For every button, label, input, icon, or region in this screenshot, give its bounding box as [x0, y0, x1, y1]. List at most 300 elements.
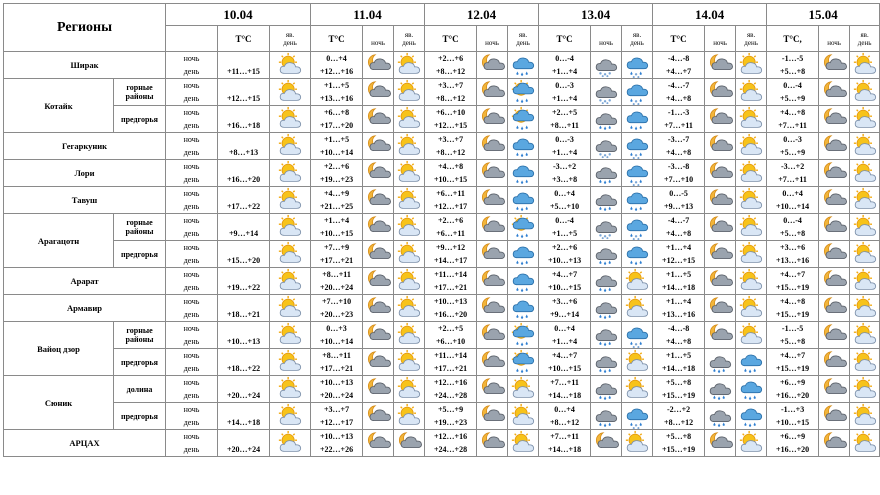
region-row	[4, 79, 880, 106]
temp-day-value: +15…+19	[662, 391, 696, 400]
temp-night-value: +2…+6	[552, 243, 578, 252]
weather-icon-day	[394, 376, 425, 403]
time-of-day	[166, 187, 218, 214]
weather-icon-night	[705, 160, 736, 187]
weather-icon-day	[270, 403, 311, 430]
region-row	[4, 106, 880, 133]
temp-night-value: +1…+4	[666, 297, 692, 306]
day-label: день	[183, 256, 200, 265]
weather-icon-night	[591, 268, 622, 295]
temp-range	[311, 160, 363, 187]
weather-icon-day	[850, 106, 880, 133]
temp-day-value: +10…+14	[319, 148, 354, 157]
temp-range	[425, 106, 477, 133]
weather-icon-day	[394, 322, 425, 349]
temp-range	[539, 403, 591, 430]
region-name: Тавуш	[4, 187, 166, 214]
temp-day-value: +15…+19	[776, 310, 810, 319]
date-header-row	[4, 4, 880, 26]
weather-icon-day	[394, 79, 425, 106]
weather-icon-night	[819, 268, 850, 295]
weather-icon-night	[819, 403, 850, 430]
temp-range	[311, 214, 363, 241]
weather-icon-night	[705, 106, 736, 133]
temp-range	[767, 349, 819, 376]
weather-icon-night	[477, 430, 508, 457]
temp-day-value: +7…+11	[778, 121, 807, 130]
weather-icon-day	[394, 295, 425, 322]
temp-day-value: +12…+15	[662, 256, 696, 265]
temp-night-value: +3…+7	[323, 405, 350, 414]
temp-range	[653, 187, 705, 214]
time-of-day	[166, 322, 218, 349]
weather-icon-night	[363, 160, 394, 187]
temp-night-value: +2…+6	[437, 54, 464, 63]
weather-icon-day	[270, 241, 311, 268]
temp-day-value: +20…+24	[226, 445, 261, 454]
region-name: Сюник	[4, 376, 114, 430]
temp-range	[539, 160, 591, 187]
temp-night-value: +4…+7	[552, 351, 578, 360]
weather-icon-day	[736, 295, 767, 322]
day-label: день	[183, 202, 200, 211]
region-row	[4, 322, 880, 349]
weather-icon-day	[622, 241, 653, 268]
temp-night-empty	[218, 160, 269, 173]
temp-range	[653, 52, 705, 79]
weather-icon-night	[819, 295, 850, 322]
temp-day-value: +3…+8	[552, 175, 578, 184]
weather-icon-day	[508, 322, 539, 349]
weather-icon-night	[477, 52, 508, 79]
day-label: день	[183, 94, 200, 103]
weather-icon-day	[394, 268, 425, 295]
weather-icon-day	[508, 430, 539, 457]
weather-icon-day	[622, 52, 653, 79]
temp-night-value: +4…+7	[780, 270, 806, 279]
time-of-day	[166, 52, 218, 79]
weather-icon-day	[850, 376, 880, 403]
weather-icon-day	[270, 52, 311, 79]
temp-day-value: +18…+22	[226, 364, 261, 373]
temp-night-value: -4…-8	[667, 54, 690, 63]
day-label: день	[283, 38, 297, 47]
temp-day-value: +8…+12	[435, 148, 466, 157]
temp-night-value: +2…+5	[552, 108, 578, 117]
weather-icon-day	[850, 187, 880, 214]
weather-icon-day	[736, 376, 767, 403]
temp-unit-label: T°C	[311, 26, 363, 52]
region-row	[4, 133, 880, 160]
temp-range	[425, 349, 477, 376]
weather-icon-night	[591, 376, 622, 403]
day-header	[850, 26, 880, 52]
temp-range	[539, 79, 591, 106]
temp-range	[767, 295, 819, 322]
weather-icon-day	[736, 430, 767, 457]
subregion-name: предгорья	[114, 349, 166, 376]
weather-icon-night	[705, 349, 736, 376]
weather-icon-night	[591, 322, 622, 349]
weather-icon-night	[591, 295, 622, 322]
precip-label: яв.	[632, 30, 642, 39]
weather-icon-day	[622, 214, 653, 241]
weather-icon-day	[270, 133, 311, 160]
weather-icon-night	[591, 241, 622, 268]
temp-day-value: +7…+11	[778, 175, 807, 184]
night-label: ночь	[183, 351, 200, 360]
temp-night-value: +6…+8	[323, 108, 350, 117]
temp-night-value: 0…+4	[326, 54, 347, 63]
temp-day-value: +24…+28	[433, 391, 468, 400]
temp-day-value: +18…+21	[226, 310, 261, 319]
temp-range	[425, 214, 477, 241]
weather-icon-night	[591, 133, 622, 160]
temp-day-value: +4…+8	[666, 94, 692, 103]
weather-icon-night	[705, 403, 736, 430]
temp-day-value: +10…+15	[433, 175, 468, 184]
temp-night-empty	[218, 430, 269, 443]
night-header	[591, 26, 622, 52]
temp-day-value: +17…+21	[433, 283, 468, 292]
night-label: ночь	[183, 108, 200, 117]
weather-icon-day	[508, 160, 539, 187]
weather-icon-night	[705, 241, 736, 268]
temp-day-value: +15…+20	[226, 256, 261, 265]
temp-night-value: 0…-4	[783, 216, 802, 225]
temp-day-10	[218, 79, 270, 106]
temp-day-value: +5…+8	[780, 67, 806, 76]
weather-icon-night	[591, 430, 622, 457]
temp-range	[311, 241, 363, 268]
weather-icon-day	[736, 241, 767, 268]
temp-night-value: +7…+9	[323, 243, 350, 252]
weather-icon-day	[736, 268, 767, 295]
weather-icon-night	[591, 106, 622, 133]
region-row	[4, 187, 880, 214]
night-header	[477, 26, 508, 52]
day-header	[394, 26, 425, 52]
region-name: Армавир	[4, 295, 166, 322]
weather-icon-day	[736, 403, 767, 430]
temp-night-value: 0…-3	[783, 135, 802, 144]
temp-range	[653, 241, 705, 268]
weather-icon-day	[850, 79, 880, 106]
time-of-day	[166, 214, 218, 241]
time-of-day-header	[166, 26, 218, 52]
temp-range	[311, 322, 363, 349]
temp-day-value: +5…+10	[550, 202, 580, 211]
temp-range	[311, 187, 363, 214]
weather-icon-night	[363, 322, 394, 349]
weather-icon-day	[622, 376, 653, 403]
region-row	[4, 349, 880, 376]
temp-day-10	[218, 430, 270, 457]
time-of-day	[166, 133, 218, 160]
temp-night-empty	[218, 295, 269, 308]
date-header: 15.04	[767, 4, 880, 26]
weather-icon-night	[705, 52, 736, 79]
temp-day-value: +19…+23	[319, 175, 354, 184]
temp-day-value: +22…+26	[319, 445, 354, 454]
temp-night-value: -4…-8	[667, 324, 690, 333]
weather-icon-night	[705, 430, 736, 457]
weather-icon-night	[477, 187, 508, 214]
precip-label	[705, 31, 735, 39]
temp-range	[425, 295, 477, 322]
temp-night-value: 0…-4	[555, 54, 574, 63]
temp-night-value: 0…+4	[554, 324, 575, 333]
weather-icon-night	[705, 268, 736, 295]
temp-range	[311, 430, 363, 457]
temp-night-value: +2…+6	[323, 162, 350, 171]
temp-day-value: +13…+16	[319, 94, 354, 103]
temp-night-value: +6…+10	[435, 108, 466, 117]
temp-day-value: +12…+16	[319, 67, 354, 76]
temp-range	[311, 133, 363, 160]
temp-day-value: +4…+7	[666, 67, 692, 76]
temp-night-empty	[218, 376, 269, 389]
temp-day-value: +12…+15	[226, 94, 261, 103]
weather-icon-day	[850, 214, 880, 241]
weather-icon-night	[705, 133, 736, 160]
temp-day-value: +17…+21	[319, 364, 354, 373]
weather-icon-night	[591, 52, 622, 79]
weather-icon-night	[819, 52, 850, 79]
temp-night-value: +7…+10	[321, 297, 352, 306]
weather-icon-day	[622, 322, 653, 349]
temp-day-value: +10…+15	[776, 418, 810, 427]
region-row	[4, 160, 880, 187]
subregion-name: горные районы	[114, 79, 166, 106]
temp-day-value: +11…+15	[227, 67, 260, 76]
day-label: день	[402, 38, 416, 47]
temp-day-value: +5…+9	[780, 94, 806, 103]
temp-day-10	[218, 403, 270, 430]
time-of-day	[166, 430, 218, 457]
temp-range	[311, 295, 363, 322]
temp-day-value: +10…+13	[226, 337, 261, 346]
temp-day-value: +17…+21	[319, 256, 354, 265]
night-label: ночь	[827, 38, 841, 47]
weather-icon-day	[850, 430, 880, 457]
temp-night-value: -4…-7	[667, 216, 690, 225]
weather-icon-night	[819, 322, 850, 349]
weather-icon-day	[508, 376, 539, 403]
temp-day-value: +24…+28	[433, 445, 468, 454]
temp-range	[539, 214, 591, 241]
temp-range	[311, 106, 363, 133]
precip-label	[363, 31, 393, 39]
weather-icon-day	[270, 376, 311, 403]
temp-range	[653, 322, 705, 349]
temp-night-value: +8…+11	[322, 351, 351, 360]
weather-icon-night	[477, 241, 508, 268]
temp-day-value: +6…+11	[436, 229, 465, 238]
day-label: день	[744, 38, 758, 47]
temp-day-10	[218, 52, 270, 79]
temp-range	[539, 430, 591, 457]
weather-icon-day	[736, 52, 767, 79]
temp-day-value: +16…+20	[433, 310, 468, 319]
temp-day-value: +17…+22	[226, 202, 261, 211]
temp-night-value: +5…+9	[437, 405, 464, 414]
weather-icon-night	[819, 79, 850, 106]
temp-night-empty	[218, 187, 269, 200]
temp-night-value: -4…-7	[667, 81, 690, 90]
weather-icon-day	[270, 295, 311, 322]
weather-icon-night	[819, 106, 850, 133]
weather-icon-night	[705, 295, 736, 322]
time-of-day	[166, 295, 218, 322]
temp-night-value: +11…+14	[434, 351, 467, 360]
temp-range	[767, 52, 819, 79]
time-of-day	[166, 268, 218, 295]
weather-icon-night	[819, 214, 850, 241]
temp-day-10	[218, 295, 270, 322]
night-label: ночь	[183, 432, 200, 441]
temp-range	[311, 403, 363, 430]
precip-label: яв.	[404, 30, 414, 39]
temp-day-value: +4…+8	[666, 229, 692, 238]
day-label: день	[183, 121, 200, 130]
temp-range	[767, 106, 819, 133]
temp-day-value: +20…+24	[226, 391, 261, 400]
temp-day-value: +5…+8	[780, 337, 806, 346]
weather-icon-day	[622, 160, 653, 187]
weather-icon-day	[270, 106, 311, 133]
temp-day-value: +8…+11	[550, 121, 579, 130]
weather-icon-day	[270, 79, 311, 106]
date-header: 12.04	[425, 4, 539, 26]
region-name: Арагацотн	[4, 214, 114, 268]
weather-icon-night	[591, 79, 622, 106]
night-label: ночь	[183, 324, 200, 333]
temp-unit-label: T°C,	[767, 26, 819, 52]
weather-icon-day	[270, 322, 311, 349]
temp-night-value: +1…+5	[666, 270, 692, 279]
temp-night-value: +4…+8	[780, 297, 806, 306]
day-label: день	[183, 148, 200, 157]
temp-night-empty	[218, 52, 269, 65]
temp-range	[539, 106, 591, 133]
temp-day-value: +19…+22	[226, 283, 261, 292]
temp-range	[539, 241, 591, 268]
subregion-name: предгорья	[114, 241, 166, 268]
temp-day-10	[218, 214, 270, 241]
region-row	[4, 403, 880, 430]
temp-day-10	[218, 322, 270, 349]
weather-icon-night	[477, 403, 508, 430]
weather-icon-day	[508, 403, 539, 430]
weather-icon-day	[394, 52, 425, 79]
weather-icon-day	[850, 52, 880, 79]
temp-day-10	[218, 349, 270, 376]
region-name: Лори	[4, 160, 166, 187]
temp-night-empty	[218, 349, 269, 362]
temp-night-empty	[218, 79, 269, 92]
weather-icon-night	[591, 403, 622, 430]
temp-range	[425, 79, 477, 106]
region-name: Ширак	[4, 52, 166, 79]
weather-icon-night	[705, 376, 736, 403]
temp-range	[653, 376, 705, 403]
day-label: день	[183, 364, 200, 373]
weather-icon-day	[622, 403, 653, 430]
temp-day-value: +17…+21	[433, 364, 468, 373]
weather-icon-night	[363, 295, 394, 322]
temp-day-value: +10…+14	[776, 202, 810, 211]
time-of-day	[166, 376, 218, 403]
temp-range	[653, 106, 705, 133]
temp-range	[767, 403, 819, 430]
temp-day-value: +1…+5	[552, 229, 578, 238]
temp-night-value: 0…+4	[554, 189, 575, 198]
day-label: день	[183, 283, 200, 292]
weather-icon-day	[850, 160, 880, 187]
temp-day-value: +5…+9	[780, 148, 806, 157]
weather-icon-day	[270, 214, 311, 241]
weather-icon-night	[819, 376, 850, 403]
day-label: день	[183, 175, 200, 184]
weather-icon-night	[477, 214, 508, 241]
temp-unit-label: T°C	[539, 26, 591, 52]
temp-night-empty	[218, 403, 269, 416]
temp-day-value: +8…+12	[664, 418, 694, 427]
temp-day-value: +20…+23	[319, 310, 354, 319]
temp-range	[767, 133, 819, 160]
temp-range	[767, 376, 819, 403]
subregion-name: горные районы	[114, 214, 166, 241]
weather-icon-night	[705, 187, 736, 214]
weather-icon-night	[591, 187, 622, 214]
temp-night-value: 0…+4	[782, 189, 803, 198]
temp-range	[653, 214, 705, 241]
weather-icon-day	[736, 133, 767, 160]
temp-night-value: 0…-3	[555, 135, 574, 144]
region-name: Котайк	[4, 79, 114, 133]
weather-icon-night	[363, 349, 394, 376]
weather-icon-day	[622, 133, 653, 160]
night-label: ночь	[183, 216, 200, 225]
temp-range	[767, 322, 819, 349]
temp-day-value: +14…+18	[548, 445, 582, 454]
weather-icon-day	[850, 403, 880, 430]
weather-icon-day	[622, 430, 653, 457]
weather-icon-day	[622, 187, 653, 214]
weather-icon-day	[508, 241, 539, 268]
temp-day-value: +15…+19	[776, 283, 810, 292]
temp-day-10	[218, 376, 270, 403]
weather-icon-night	[477, 322, 508, 349]
temp-range	[767, 160, 819, 187]
temp-range	[767, 430, 819, 457]
weather-icon-night	[705, 322, 736, 349]
weather-icon-night	[363, 214, 394, 241]
temp-night-value: 0…-4	[783, 81, 802, 90]
temp-day-value: +10…+13	[548, 256, 582, 265]
temp-range	[425, 133, 477, 160]
night-label: ночь	[183, 297, 200, 306]
weather-icon-night	[363, 52, 394, 79]
day-header	[622, 26, 653, 52]
temp-day-value: +20…+24	[319, 391, 354, 400]
temp-day-10	[218, 160, 270, 187]
weather-icon-day	[850, 322, 880, 349]
temp-day-value: +8…+12	[435, 94, 466, 103]
temp-unit-label: T°C	[425, 26, 477, 52]
night-header	[705, 26, 736, 52]
